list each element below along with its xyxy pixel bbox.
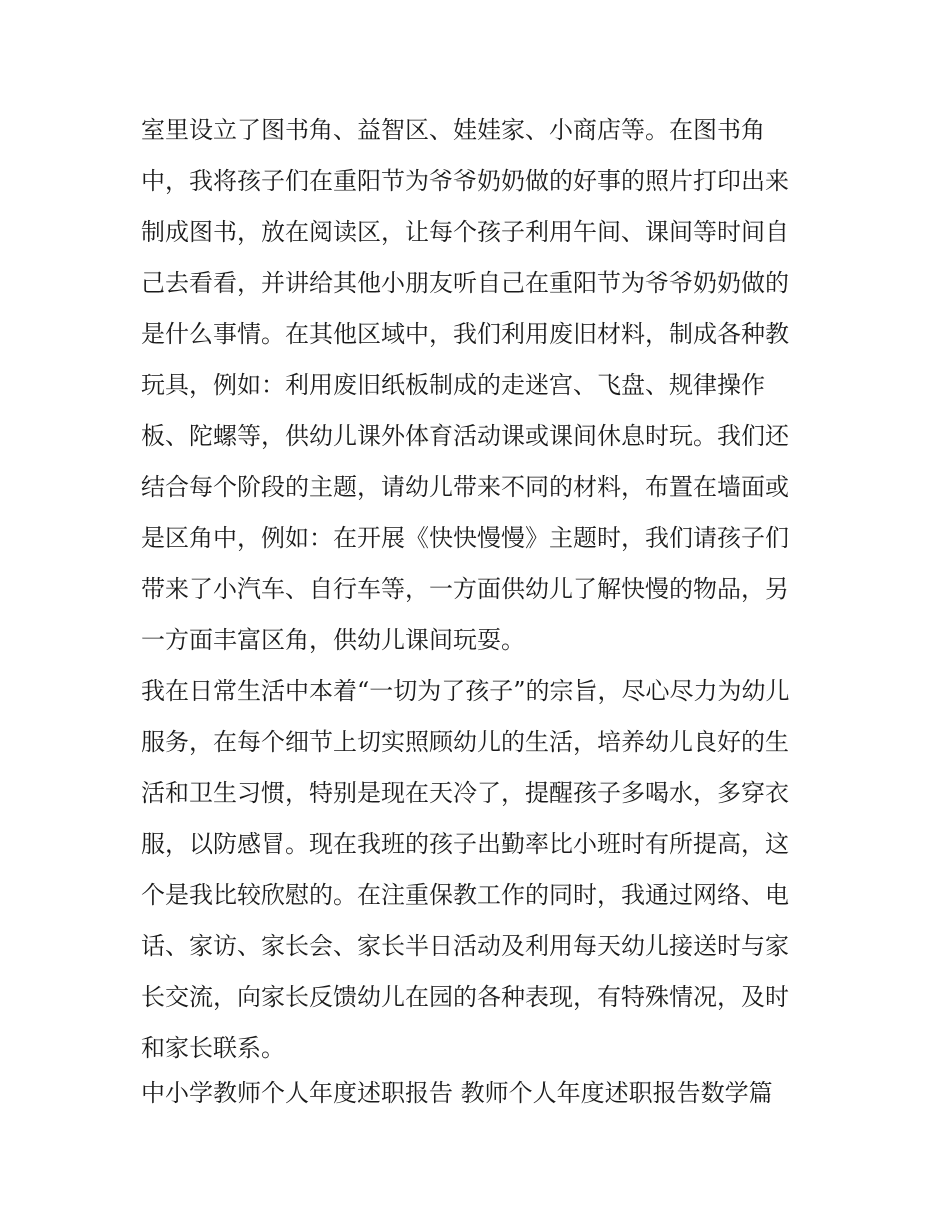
text-line: 活和卫生习惯，特别是现在天冷了，提醒孩子多喝水，多穿衣 (141, 779, 789, 807)
text-line: 话、家访、家长会、家长半日活动及利用每天幼儿接送时与家 (141, 932, 789, 960)
text-line: 玩具，例如：利用废旧纸板制成的走迷宫、飞盘、规律操作 (141, 371, 765, 399)
text-line: 长交流，向家长反馈幼儿在园的各种表现，有特殊情况，及时 (141, 983, 789, 1011)
text-line: 服务，在每个细节上切实照顾幼儿的生活，培养幼儿良好的生 (141, 728, 789, 756)
text-line: 板、陀螺等，供幼儿课外体育活动课或课间休息时玩。我们还 (141, 422, 789, 450)
text-line: 是区角中，例如：在开展《快快慢慢》主题时，我们请孩子们 (141, 524, 789, 552)
text-line: 服，以防感冒。现在我班的孩子出勤率比小班时有所提高，这 (141, 830, 789, 858)
text-line: 中，我将孩子们在重阳节为爷爷奶奶做的好事的照片打印出来 (141, 167, 789, 195)
text-line: 个是我比较欣慰的。在注重保教工作的同时，我通过网络、电 (141, 881, 789, 909)
text-line: 室里设立了图书角、益智区、娃娃家、小商店等。在图书角 (141, 116, 765, 144)
text-line: 结合每个阶段的主题，请幼儿带来不同的材料，布置在墙面或 (141, 473, 789, 501)
text-line: 一方面丰富区角，供幼儿课间玩耍。 (141, 626, 525, 654)
text-line: 是什么事情。在其他区域中，我们利用废旧材料，制成各种教 (141, 320, 789, 348)
section-heading: 中小学教师个人年度述职报告 教师个人年度述职报告数学篇 (141, 1079, 773, 1107)
text-line: 己去看看，并讲给其他小朋友听自己在重阳节为爷爷奶奶做的 (141, 269, 789, 297)
text-line: 和家长联系。 (141, 1034, 285, 1062)
text-line: 带来了小汽车、自行车等，一方面供幼儿了解快慢的物品，另 (141, 575, 789, 603)
text-line: 我在日常生活中本着“一切为了孩子”的宗旨，尽心尽力为幼儿 (141, 677, 790, 705)
text-line: 制成图书，放在阅读区，让每个孩子利用午间、课间等时间自 (141, 218, 789, 246)
